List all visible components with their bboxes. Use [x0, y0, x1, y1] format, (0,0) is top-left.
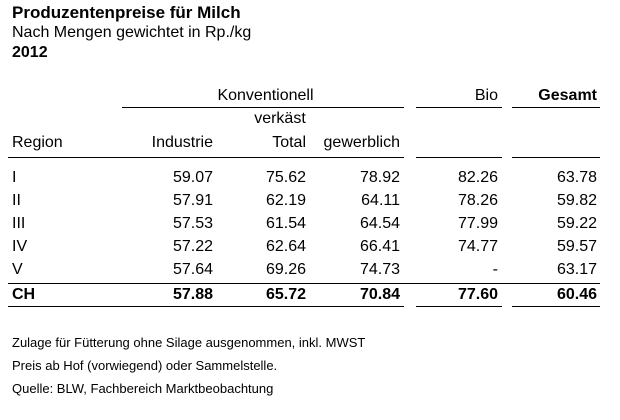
- cell-industrie: 57.22: [172, 238, 213, 255]
- table-year: 2012: [12, 44, 48, 61]
- cell-bio: 77.60: [457, 286, 498, 303]
- cell-gesamt: 63.78: [556, 169, 597, 186]
- cell-gesamt: 63.17: [556, 261, 597, 278]
- header-region: Region: [12, 134, 63, 151]
- header-gesamt: Gesamt: [538, 87, 597, 104]
- cell-gesamt: 60.46: [556, 286, 597, 303]
- cell-bio: 77.99: [457, 215, 498, 232]
- header-verkaest: verkäst: [254, 110, 306, 127]
- cell-bio: 74.77: [457, 238, 498, 255]
- footnote-source: Quelle: BLW, Fachbereich Marktbeobachtung: [12, 381, 274, 396]
- cell-gesamt: 59.22: [556, 215, 597, 232]
- table-title: Produzentenpreise für Milch: [12, 3, 241, 22]
- header-total: Total: [272, 134, 306, 151]
- rule-bio: [416, 107, 502, 108]
- table-subtitle: Nach Mengen gewichtet in Rp./kg: [12, 24, 252, 41]
- cell-industrie: 57.53: [172, 215, 213, 232]
- cell-gewerblich: 64.54: [359, 215, 400, 232]
- rule-header-gesamt: [512, 157, 600, 158]
- footnote: Preis ab Hof (vorwiegend) oder Sammelstelle.: [12, 358, 278, 373]
- rule-konventionell: [122, 107, 404, 108]
- rule-total: [8, 283, 600, 284]
- cell-bio: -: [492, 261, 498, 278]
- cell-gewerblich: 74.73: [359, 261, 400, 278]
- cell-region: III: [12, 215, 26, 232]
- cell-total: 61.54: [265, 215, 306, 232]
- cell-region: II: [12, 192, 21, 209]
- cell-gewerblich: 70.84: [359, 286, 400, 303]
- footnote: Zulage für Fütterung ohne Silage ausgenommen, inkl. MWST: [12, 335, 366, 350]
- cell-industrie: 59.07: [172, 169, 213, 186]
- rule-header-bio: [416, 157, 502, 158]
- cell-region: IV: [12, 238, 28, 255]
- cell-region: I: [12, 169, 17, 186]
- cell-total: 65.72: [265, 286, 306, 303]
- rule-bottom-bio: [416, 306, 502, 307]
- cell-gesamt: 59.82: [556, 192, 597, 209]
- header-bio: Bio: [474, 87, 498, 104]
- cell-industrie: 57.64: [172, 261, 213, 278]
- cell-gesamt: 59.57: [556, 238, 597, 255]
- rule-gesamt: [512, 107, 600, 108]
- rule-bottom-left: [8, 306, 404, 307]
- cell-bio: 78.26: [457, 192, 498, 209]
- cell-total: 62.64: [265, 238, 306, 255]
- rule-header-left: [8, 157, 404, 158]
- cell-total: 69.26: [265, 261, 306, 278]
- cell-gewerblich: 64.11: [361, 192, 400, 209]
- cell-industrie: 57.88: [172, 286, 213, 303]
- cell-total: 75.62: [265, 169, 306, 186]
- cell-industrie: 57.91: [172, 192, 213, 209]
- cell-bio: 82.26: [457, 169, 498, 186]
- cell-gewerblich: 78.92: [359, 169, 400, 186]
- cell-gewerblich: 66.41: [359, 238, 400, 255]
- cell-region: CH: [12, 286, 36, 303]
- header-gewerblich: gewerblich: [323, 134, 400, 151]
- header-industrie: Industrie: [151, 134, 213, 151]
- rule-bottom-gesamt: [512, 306, 600, 307]
- cell-region: V: [12, 261, 23, 278]
- header-konventionell: Konventionell: [217, 87, 314, 104]
- cell-total: 62.19: [265, 192, 306, 209]
